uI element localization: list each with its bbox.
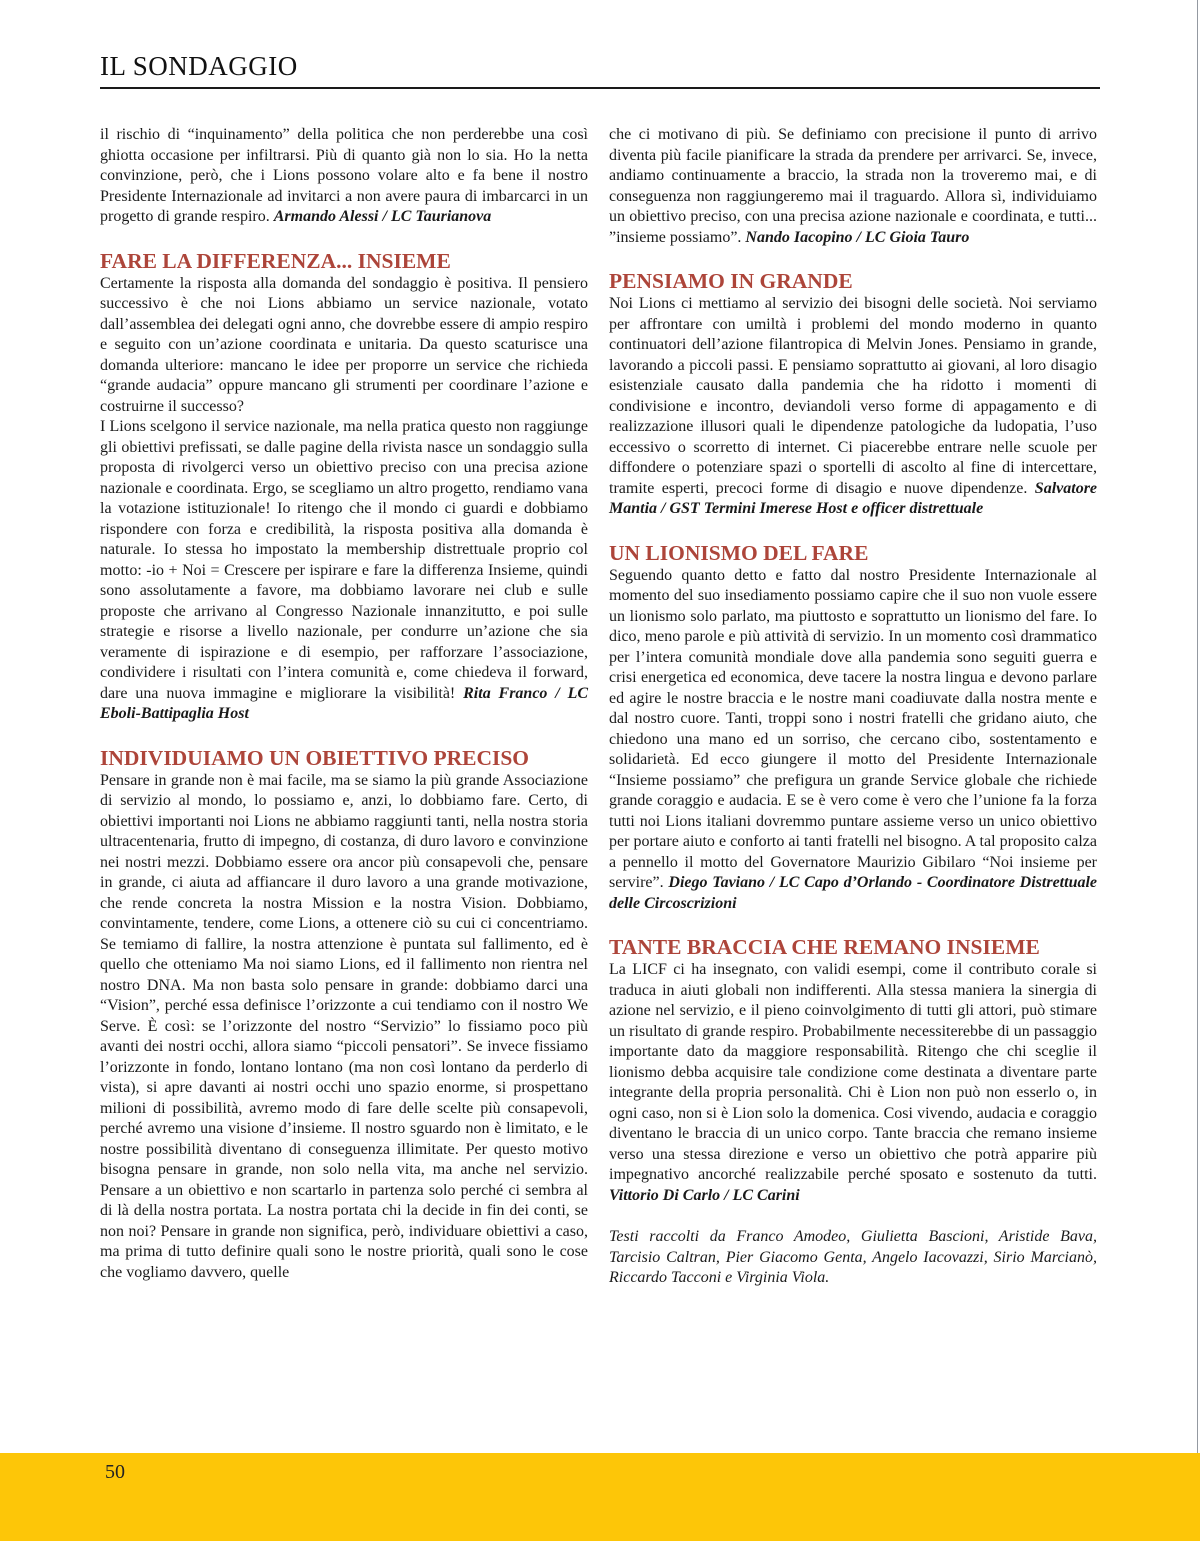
- left-column: [100, 125, 588, 1289]
- article-heading: FARE LA DIFFERENZA... INSIEME: [100, 248, 451, 273]
- author-attribution: Salvatore Mantia / GST Termini Imerese Host e officer distrettuale: [609, 479, 1098, 518]
- credits-paragraph: Testi raccolti da Franco Amodeo, Giulietta Bascioni, Aristide Bava, Tarcisio Caltran, Pier Giacomo Genta, Angelo Iacovazzi, Sirio Marcianò, Riccardo Tacconi e Virginia Viola.: [609, 1228, 1097, 1287]
- author-attribution: Armando Alessi / LC Taurianova: [273, 208, 492, 226]
- article-heading: PENSIAMO IN GRANDE: [609, 269, 853, 294]
- header-rule: [100, 87, 1100, 89]
- article-paragraph: Seguendo quanto detto e fatto dal nostro Presidente Internazionale al momento del suo insediamento possiamo capire che il suo non vuole essere un lionismo solo parlato, ma piuttosto e soprattutto un lionismo del fare. Io dico, meno parole e più attività di servizio. In un momento così drammatico per l’intera comunità mondiale dove alla pandemia sono seguiti guerra e crisi energetica ed economica, deve tacere la nostra lingua e devono parlare ed agire le nostre braccia e le nostre mani coadiuvate dalla nostra mente e dal nostro cuore. Tanti, troppi sono i nostri fratelli che gridano aiuto, che chiedono una mano ed un sorriso, che cercano cibo, sostentamento e solidarietà. Ed ecco giungere il motto del Presidente Internazionale “Insieme possiamo” che prefigura un grande Service globale che richiede grande coraggio e audacia. E se è vero come è vero che l’unione fa la forza tutti noi Lions italiani dovremmo puntare assieme verso un unico obiettivo per portare aiuto e conforto ai tanti fratelli nel bisogno. A tal proposito calza a pennello il motto del Governatore Maurizio Gibilaro “Noi insieme per servire”. Diego Taviano / LC Capo d’Orlando - Coordinatore Distrettuale delle Circoscrizioni: [609, 566, 1098, 912]
- article-heading: TANTE BRACCIA CHE REMANO INSIEME: [609, 935, 1040, 960]
- author-attribution: Vittorio Di Carlo / LC Carini: [609, 1186, 800, 1204]
- page-header: [100, 52, 1100, 89]
- author-attribution: Diego Taviano / LC Capo d’Orlando - Coordinatore Distrettuale delle Circoscrizioni: [609, 874, 1098, 912]
- article-paragraph: il rischio di “inquinamento” della politica che non perderebbe una così ghiotta occasione per infiltrarsi. Più di quanto già non lo sia. Ho la netta convinzione, però, che i Lions possono volare alto e fa bene il nostro Presidente Internazionale ad invitarci a non avere paura di imbarcarci in un progetto di grande respiro. Armando Alessi / LC Taurianova: [100, 126, 588, 226]
- article-paragraph: I Lions scelgono il service nazionale, ma nella pratica questo non raggiunge gli obiettivi prefissati, se dalle pagine della rivista nasce un sondaggio sulla proposta di rivolgerci verso un obiettivo preciso con una precisa azione nazionale e coordinata. Ergo, se scegliamo un altro progetto, rendiamo vana la votazione istituzionale! Io ritengo che il mondo ci guardi e dobbiamo rispondere con forza e credibilità, la risposta positiva alla domanda è naturale. Io stessa ho impostato la membership distrettuale proprio col motto: -io + Noi = Crescere per ispirare e fare la differenza Insieme, quindi sono assolutamente a favore, ma dobbiamo lavorare nei club e sulle proposte che arrivano al Congresso Nazionale innanzitutto, e poi sulle strategie e risorse a livello nazionale, per condurre un’azione che sia veramente di ispirazione e di esempio, per rafforzare l’associazione, condividere i risultati con l’intera comunità e, come chiedeva il forward, dare una nuova immagine e migliorare la visibilità! Rita Franco / LC Eboli-Battipaglia Host: [100, 418, 589, 723]
- article-paragraph: La LICF ci ha insegnato, con validi esempi, come il contributo corale si traduca in aiuti globali non indifferenti. Alla stessa maniera la sinergia di azione nel servizio, e il pieno coinvolgimento di tutti gli attori, può stimare un risultato di grande respiro. Probabilmente necessiterebbe di un passaggio importante dato da maggiore responsabilità. Ritengo che chi sceglie il lionismo debba acquisire tale condizione come destinata a diventare parte integrante della propria personalità. Chi è Lion non può non esserlo o, in ogni caso, non si è Lion solo la domenica. Cosi vivendo, audacia e coraggio diventano le braccia di un unico corpo. Tante braccia che remano insieme verso una stessa direzione e verso un obiettivo che potrà apparire più impegnativo ancorché realizzabile perché sposato e sostenuto da tutti. Vittorio Di Carlo / LC Carini: [609, 961, 1097, 1204]
- page-edge-line: [1197, 0, 1198, 1541]
- author-attribution: Rita Franco / LC Eboli-Battipaglia Host: [100, 684, 589, 723]
- article-paragraph: Noi Lions ci mettiamo al servizio dei bisogni delle società. Noi serviamo per affrontare con umiltà i problemi del mondo moderno in quanto continuatori dell’azione filantropica di Melvin Jones. Pensiamo in grande, lavorando a piccoli passi. E pensiamo soprattutto ai giovani, al loro disagio esistenziale causato dalla pandemia che ha ridotto i momenti di condivisione e incontro, deviandoli verso forme di appagamento e di realizzazione illusori quali le dipendenze patologiche da ludopatia, l’uso eccessivo o scorretto di internet. Ci piacerebbe entrare nelle scuole per diffondere o potenziare spazi o sportelli di ascolto al fine di intercettare, tramite esperti, precoci forme di disagio e nuove dipendenze. Salvatore Mantia / GST Termini Imerese Host e officer distrettuale: [609, 295, 1098, 518]
- article-body: [100, 125, 1097, 1289]
- article-paragraph: che ci motivano di più. Se definiamo con precisione il punto di arrivo diventa più facile pianificare la strada da prendere per arrivarci. Se, invece, andiamo continuamente a braccio, la strada non la troveremo mai, e di conseguenza non raggiungeremo mai il traguardo. Allora sì, individuiamo un obiettivo preciso, con una precisa azione nazionale e coordinata, e tutti... ”insieme possiamo”. Nando Iacopino / LC Gioia Tauro: [609, 126, 1097, 246]
- right-column: [609, 125, 1097, 1289]
- article-heading: UN LIONISMO DEL FARE: [609, 540, 869, 565]
- page-number: 50: [105, 1461, 125, 1483]
- article-paragraph: Pensare in grande non è mai facile, ma se siamo la più grande Associazione di servizio al mondo, lo possiamo e, anzi, lo dobbiamo fare. Certo, di obiettivi importanti noi Lions ne abbiamo raggiunti tanti, nella nostra storia ultracentenaria, frutto di impegno, di costanza, di duro lavoro e convinzione nei nostri mezzi. Dobbiamo essere ora ancor più consapevoli che, pensare in grande, ci aiuta ad affiancare il duro lavoro a una grande motivazione, che rende concreta la nostra Mission e la nostra Vision. Dobbiamo, convintamente, tendere, come Lions, a ottenere ciò su cui ci concentriamo. Se temiamo di fallire, la nostra attenzione è puntata sul fallimento, ed è quello che otteniamo Ma noi siamo Lions, ed il fallimento non rientra nel nostro DNA. Ma non basta solo pensare in grande: dobbiamo darci una “Vision”, perché essa definisce l’orizzonte a cui tendiamo con il nostro We Serve. È così: se l’orizzonte del nostro “Servizio” lo fissiamo poco più avanti dei nostri occhi, allora siamo “piccoli pensatori”. Se invece fissiamo l’orizzonte in fondo, lontano lontano (ma non così lontano da perderlo di vista), si apre davanti ai nostri occhi uno spazio enorme, si prospettano milioni di possibilità, avremo modo di fare delle scelte più consapevoli, perché avremo una visione d’insieme. Il nostro sguardo non è limitato, e le nostre possibilità diventano di conseguenza illimitate. Per questo motivo bisogna pensare in grande, non solo nella vita, ma anche nel servizio. Pensare a un obiettivo e non scartarlo in partenza solo perché ci sembra al di là della nostra portata. La nostra portata chi la decide in fin dei conti, se non noi? Pensare in grande non significa, però, individuare obiettivi a caso, ma prima di tutto definire quali sono le nostre priorità, quali sono le cose che vogliamo davvero, quelle: [100, 771, 588, 1281]
- article-paragraph: Certamente la risposta alla domanda del sondaggio è positiva. Il pensiero successivo è che noi Lions abbiamo un service nazionale, votato dall’assemblea dei delegati ogni anno, che dovrebbe essere di ampio respiro e seguito con un’azione coordinata e unitaria. Da questo scaturisce una domanda ulteriore: mancano le idee per proporre un service che richieda “grande audacia” oppure mancano gli strumenti per coordinare l’azione e costruirne il successo?: [100, 274, 588, 415]
- author-attribution: Nando Iacopino / LC Gioia Tauro: [745, 228, 970, 246]
- section-title: IL SONDAGGIO: [100, 51, 298, 81]
- article-heading: INDIVIDUIAMO UN OBIETTIVO PRECISO: [100, 745, 530, 770]
- footer-bar: [0, 1453, 1200, 1541]
